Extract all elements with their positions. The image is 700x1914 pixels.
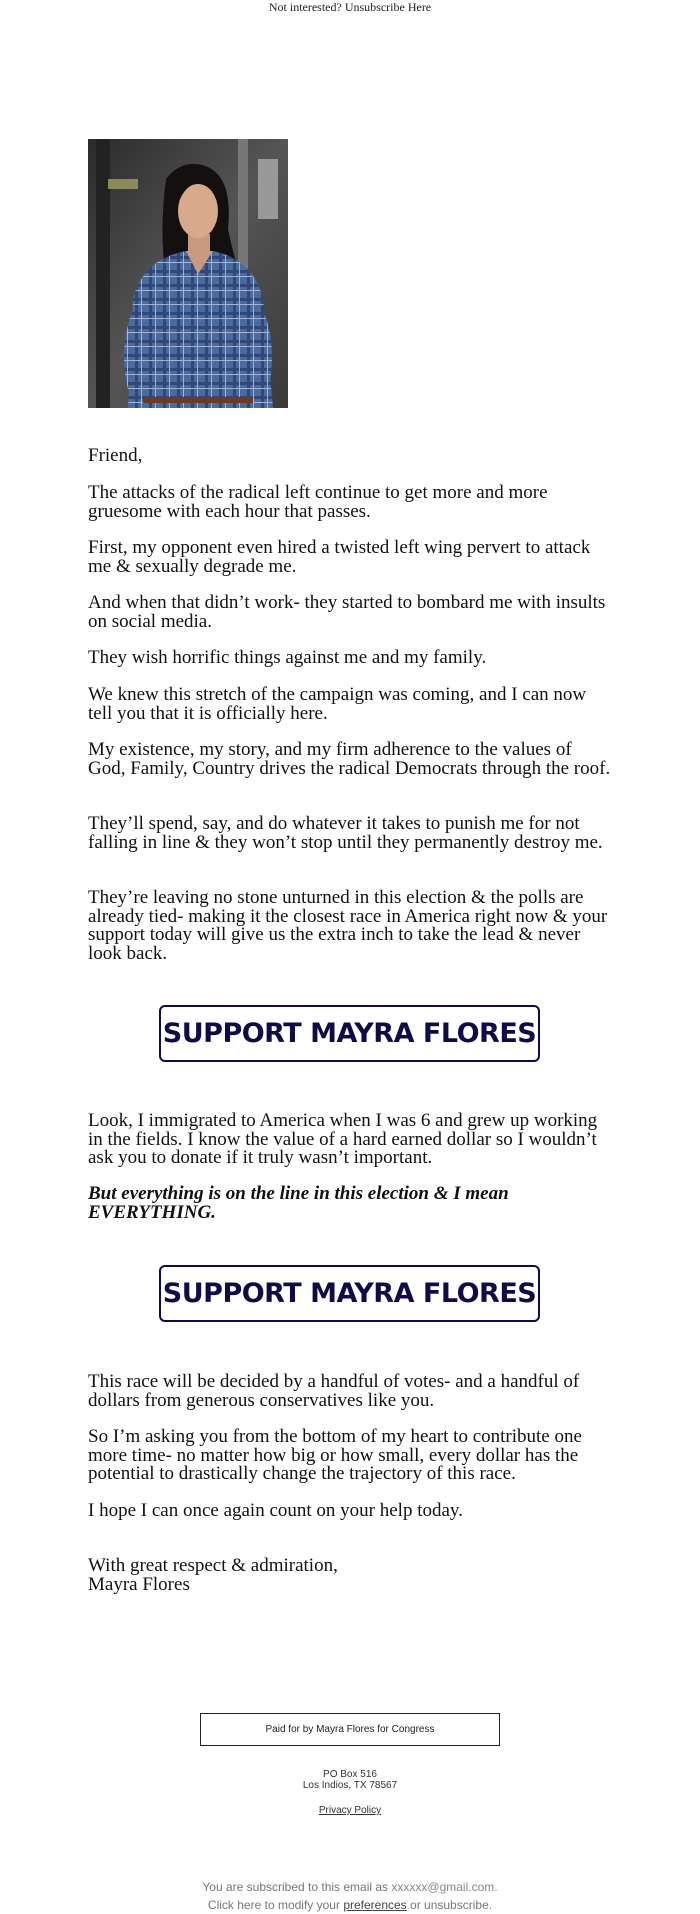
closing-paragraph-1: This race will be decided by a handful of votes- and a handful of dollars from generous conservatives like you. bbox=[88, 1371, 580, 1411]
privacy-policy-link[interactable]: Privacy Policy bbox=[318, 1805, 382, 1816]
closing-paragraph-3: I hope I can once again count on your help today. bbox=[88, 1500, 463, 1521]
subscription-footer bbox=[0, 1878, 700, 1914]
paragraph-3: And when that didn’t work- they started to bombard me with insults on social media. bbox=[88, 592, 606, 632]
candidate-portrait-illustration bbox=[88, 139, 288, 408]
preferences-link[interactable]: preferences bbox=[343, 1898, 407, 1912]
letter-greeting bbox=[88, 447, 613, 466]
closing-paragraph-2: So I’m asking you from the bottom of my heart to contribute one more time- no matter how big or how small, every dollar has the potential to drastically change the trajectory of this race. bbox=[88, 1426, 582, 1484]
address-line-2: Los Indios, TX 78567 bbox=[302, 1780, 398, 1791]
signoff-text: With great respect & admiration, bbox=[88, 1555, 338, 1576]
modify-suffix: or unsubscribe. bbox=[410, 1898, 493, 1912]
paragraph-8: They’re leaving no stone unturned in this election & the polls are already tied- making it the closest race in America right now & your support today will give us the extra inch to take the lead & never look back. bbox=[88, 887, 608, 964]
candidate-photo bbox=[88, 139, 288, 408]
paragraph-5: We knew this stretch of the campaign was coming, and I can now tell you that it is officially here. bbox=[88, 684, 587, 724]
paragraph-1: The attacks of the radical left continue to get more and more gruesome with each hour that passes. bbox=[88, 482, 548, 522]
emphasis-paragraph: But everything is on the line in this election & I mean EVERYTHING. bbox=[88, 1183, 509, 1223]
subscribed-line bbox=[0, 1878, 700, 1896]
address-line-1: PO Box 516 bbox=[323, 1769, 377, 1780]
unsubscribe-link[interactable]: Not interested? Unsubscribe Here bbox=[268, 0, 432, 14]
mailing-address bbox=[0, 1769, 700, 1791]
paragraph-7: They’ll spend, say, and do whatever it takes to punish me for not falling in line & they won’t stop until they permanently destroy me. bbox=[88, 813, 603, 853]
signature-text: Mayra Flores bbox=[88, 1573, 190, 1595]
paragraph-2: First, my opponent even hired a twisted left wing pervert to attack me & sexually degrade me. bbox=[88, 537, 591, 577]
middle-paragraph: Look, I immigrated to America when I was 6 and grew up working in the fields. I know the value of a hard earned dollar so I wouldn’t ask you to donate if it truly wasn’t important. bbox=[88, 1110, 598, 1168]
paragraph-6: My existence, my story, and my firm adherence to the values of God, Family, Country drives the radical Democrats through the roof. bbox=[88, 739, 611, 779]
greeting-text: Friend, bbox=[88, 445, 143, 466]
paragraph-4: They wish horrific things against me and my family. bbox=[88, 647, 487, 668]
privacy-policy-row bbox=[0, 1805, 700, 1816]
modify-prefix: Click here to modify your bbox=[207, 1898, 340, 1912]
signoff-block bbox=[88, 1557, 613, 1594]
support-button-2[interactable]: SUPPORT MAYRA FLORES bbox=[159, 1265, 540, 1322]
unsubscribe-header bbox=[0, 0, 700, 14]
paid-for-box bbox=[200, 1713, 500, 1746]
subscribed-prefix: You are subscribed to this email as bbox=[202, 1880, 389, 1894]
support-button-1[interactable]: SUPPORT MAYRA FLORES bbox=[159, 1005, 540, 1062]
modify-line bbox=[0, 1896, 700, 1914]
subscriber-email: xxxxxx@gmail.com. bbox=[391, 1880, 498, 1894]
paid-for-text: Paid for by Mayra Flores for Congress bbox=[265, 1724, 435, 1735]
